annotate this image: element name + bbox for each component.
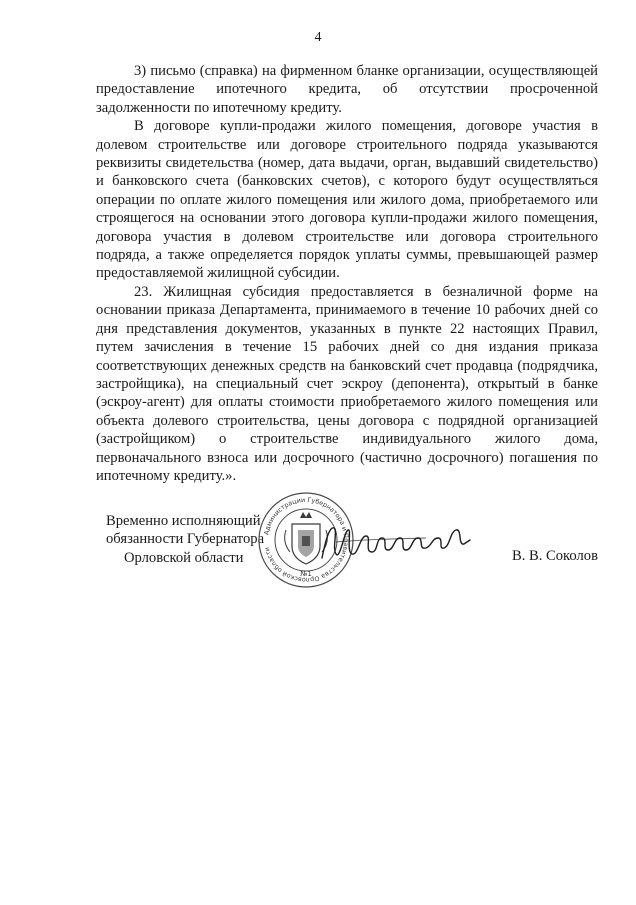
signatory-title-line: обязанности Губернатора — [106, 531, 265, 548]
paragraph-23: 23. Жилищная субсидия предоставляется в безналичной форме на основании приказа Департамента, принимаемого в течение 10 рабочих дней со дня представления документов, указанных в пункте 22 настоящих Правил, путем зачисления в течение 15 рабочих дней со дня издания приказа соответствующих денежных средств на банковский счет продавца (подрядчика, застройщика), на специальный счет эскроу (депонента), открытый в банке (эскроу-агент) для оплаты стоимости приобретаемого жилого помещения или объекта долевого строительства, цены договора с подрядной организацией (застройщиком) о строительстве индивидуального жилого дома, первоначального взноса или досрочного (частично досрочного) погашения по ипотечному кредиту.». — [96, 283, 598, 484]
paragraph-contract-requisites: В договоре купли-продажи жилого помещения, договоре участия в долевом строительстве или договоре строительного подряда указываются реквизиты свидетельства (номер, дата выдачи, орган, выдавший свидетельство) и банковского счета (банковских счетов), с которого будут осуществляться операции по оплате жилого помещения или жилого дома, приобретаемого или строящегося на основании этого договора купли-продажи жилого помещения, договора участия в долевом строительстве или договора строительного подряда, а также определяется порядок уплаты суммы, превышающей размер предоставляемой жилищной субсидии. — [96, 118, 598, 282]
signature-block — [0, 495, 636, 602]
page-number: 4 — [314, 30, 322, 45]
paragraph-item-3: 3) письмо (справка) на фирменном бланке организации, осуществляющей предоставление ипотечного кредита, об отсутствии просроченной задолженности по ипотечному кредиту. — [96, 63, 598, 116]
seal-number: №1 — [300, 570, 312, 578]
signatory-title-line: Орловской области — [124, 549, 244, 566]
document-body — [96, 62, 598, 485]
seal-ring-text: Администрации Губернатора и Правительства Орловской области — [262, 495, 351, 585]
signatory-name: В. В. Соколов — [511, 548, 598, 564]
handwritten-signature — [316, 518, 476, 566]
signatory-title-line: Временно исполняющий — [106, 513, 261, 529]
